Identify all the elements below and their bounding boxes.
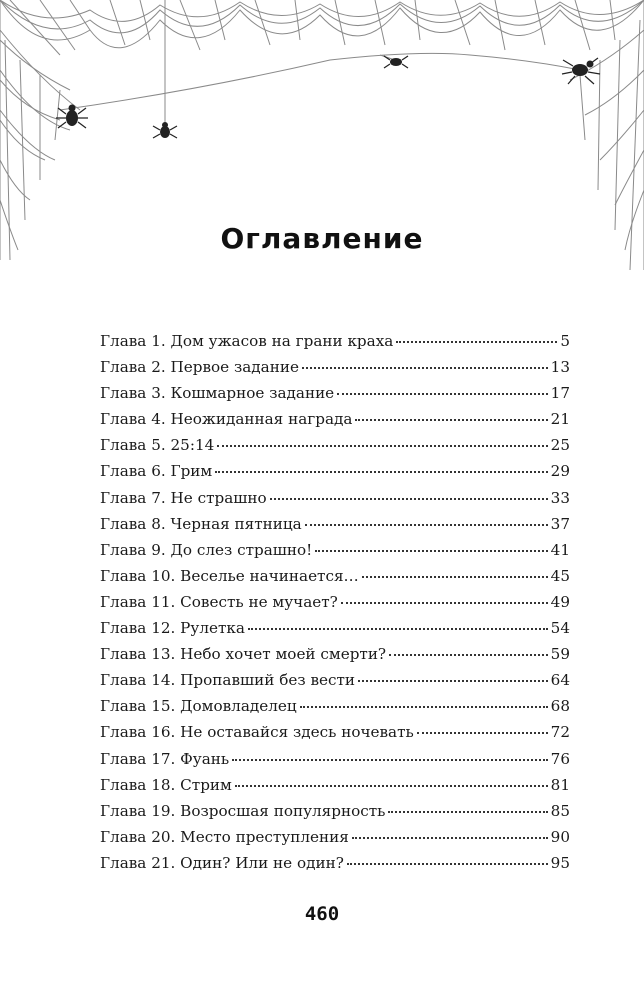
toc-leader-dots xyxy=(248,628,548,630)
toc-entry-page: 81 xyxy=(550,775,570,794)
spider-icon xyxy=(66,58,594,138)
toc-entry[interactable] xyxy=(100,619,570,645)
toc-leader-dots xyxy=(305,524,548,526)
toc-leader-dots xyxy=(215,471,547,473)
toc-entry-page: 64 xyxy=(550,671,570,690)
toc-entry-page: 41 xyxy=(550,540,570,559)
toc-entry-label: Глава 8. Черная пятница xyxy=(100,514,302,533)
toc-entry[interactable] xyxy=(100,645,570,671)
toc-leader-dots xyxy=(388,811,547,813)
toc-entry-label: Глава 4. Неожиданная награда xyxy=(100,410,353,429)
toc-entry-label: Глава 20. Место преступления xyxy=(100,827,349,846)
toc-entry[interactable] xyxy=(100,332,570,358)
toc-entry-page: 85 xyxy=(550,801,570,820)
page-title: Оглавление xyxy=(220,222,424,255)
toc-leader-dots xyxy=(232,759,548,761)
toc-entry-label: Глава 19. Возросшая популярность xyxy=(100,801,386,820)
toc-entry[interactable] xyxy=(100,436,570,462)
toc-entry[interactable] xyxy=(100,489,570,515)
toc-entry[interactable] xyxy=(100,358,570,384)
toc-leader-dots xyxy=(217,445,547,447)
toc-entry[interactable] xyxy=(100,593,570,619)
toc-leader-dots xyxy=(417,732,548,734)
toc-entry[interactable] xyxy=(100,723,570,749)
toc-leader-dots xyxy=(302,367,548,369)
toc-leader-dots xyxy=(389,654,548,656)
toc-entry-label: Глава 2. Первое задание xyxy=(100,358,299,377)
toc-entry[interactable] xyxy=(100,828,570,854)
toc-entry-label: Глава 5. 25:14 xyxy=(100,436,215,455)
toc-entry-page: 21 xyxy=(550,410,570,429)
toc-entry-page: 76 xyxy=(550,749,570,768)
toc-entry-label: Глава 21. Один? Или не один? xyxy=(100,853,344,872)
toc-entry-label: Глава 16. Не оставайся здесь ночевать xyxy=(100,723,414,742)
toc-entry-page: 29 xyxy=(550,462,570,481)
toc-entry-page: 5 xyxy=(560,332,570,350)
toc-entry-page: 33 xyxy=(550,488,570,507)
toc-leader-dots xyxy=(235,785,548,787)
toc-entry[interactable] xyxy=(100,750,570,776)
toc-entry-label: Глава 1. Дом ужасов на грани краха xyxy=(100,332,394,350)
toc-leader-dots xyxy=(362,576,548,578)
toc-leader-dots xyxy=(355,419,547,421)
toc-entry-label: Глава 9. До слез страшно! xyxy=(100,540,313,559)
toc-entry[interactable] xyxy=(100,776,570,802)
toc-entry-label: Глава 7. Не страшно xyxy=(100,488,267,507)
toc-leader-dots xyxy=(396,341,557,343)
toc-entry-page: 54 xyxy=(550,619,570,638)
toc-entry-label: Глава 13. Небо хочет моей смерти? xyxy=(100,645,387,664)
toc-entry-label: Глава 17. Фуань xyxy=(100,749,230,768)
page-number: 460 xyxy=(304,903,340,925)
toc-leader-dots xyxy=(341,602,548,604)
toc-entry[interactable] xyxy=(100,462,570,488)
toc-entry[interactable] xyxy=(100,697,570,723)
toc-entry[interactable] xyxy=(100,541,570,567)
toc-entry-page: 37 xyxy=(550,514,570,533)
toc-entry-page: 68 xyxy=(550,697,570,716)
toc-leader-dots xyxy=(315,550,547,552)
toc-entry-label: Глава 14. Пропавший без вести xyxy=(100,671,356,690)
toc-entry-page: 59 xyxy=(550,645,570,664)
toc-entry-label: Глава 11. Совесть не мучает? xyxy=(100,592,338,611)
toc-entry-label: Глава 15. Домовладелец xyxy=(100,697,297,716)
toc-leader-dots xyxy=(270,498,548,500)
toc-entry-label: Глава 10. Веселье начинается… xyxy=(100,566,359,585)
toc-entry[interactable] xyxy=(100,410,570,436)
toc-entry-label: Глава 3. Кошмарное задание xyxy=(100,384,335,403)
toc-entry-page: 25 xyxy=(550,436,570,455)
toc-entry-page: 95 xyxy=(550,853,570,872)
toc-entry-page: 17 xyxy=(550,384,570,403)
toc-leader-dots xyxy=(300,706,548,708)
table-of-contents xyxy=(100,332,570,880)
toc-leader-dots xyxy=(337,393,547,395)
toc-entry[interactable] xyxy=(100,515,570,541)
toc-leader-dots xyxy=(347,863,548,865)
toc-leader-dots xyxy=(358,680,548,682)
toc-entry-page: 49 xyxy=(550,592,570,611)
toc-entry-page: 90 xyxy=(550,827,570,846)
toc-entry[interactable] xyxy=(100,671,570,697)
toc-entry[interactable] xyxy=(100,802,570,828)
toc-entry-page: 72 xyxy=(550,723,570,742)
toc-entry-page: 45 xyxy=(550,566,570,585)
toc-entry-label: Глава 12. Рулетка xyxy=(100,619,245,638)
toc-entry[interactable] xyxy=(100,854,570,880)
toc-leader-dots xyxy=(352,837,548,839)
toc-entry-label: Глава 18. Стрим xyxy=(100,775,232,794)
toc-entry-page: 13 xyxy=(550,358,570,377)
toc-entry-label: Глава 6. Грим xyxy=(100,462,213,481)
toc-entry[interactable] xyxy=(100,384,570,410)
toc-entry[interactable] xyxy=(100,567,570,593)
